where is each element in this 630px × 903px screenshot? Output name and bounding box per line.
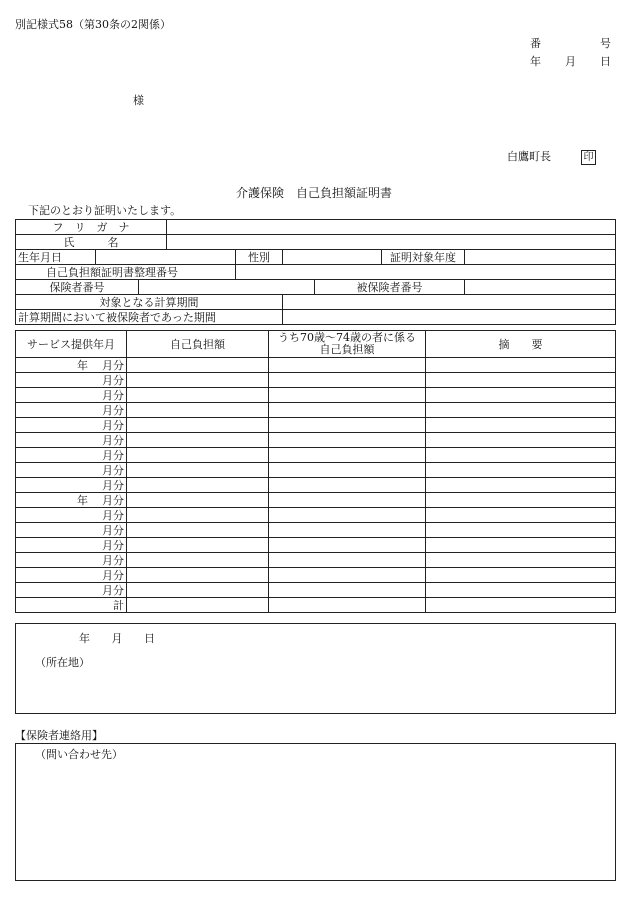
self-payment-cell[interactable] (127, 448, 269, 463)
month-label: 月分 (102, 508, 124, 522)
issue-month: 月 (565, 55, 576, 68)
remarks-cell[interactable] (426, 358, 616, 373)
self-payment-cell[interactable] (127, 598, 269, 613)
month-label: 月分 (102, 493, 124, 507)
age-70-74-cell[interactable] (269, 358, 426, 373)
month-label: 月分 (102, 433, 124, 447)
month-label: 月分 (102, 373, 124, 387)
calc-period-value[interactable] (283, 295, 616, 310)
total-label: 計 (113, 598, 124, 612)
remarks-cell[interactable] (426, 598, 616, 613)
furigana-label: フ リ ガ ナ (16, 220, 167, 235)
age-70-74-cell[interactable] (269, 373, 426, 388)
month-row (16, 403, 616, 418)
year-label: 年 (77, 358, 88, 372)
remarks-cell[interactable] (426, 493, 616, 508)
insurer-number-label: 保険者番号 (16, 280, 139, 295)
header-service-month: サービス提供年月 (16, 331, 127, 358)
insured-number-value[interactable] (465, 280, 616, 295)
sex-value[interactable] (283, 250, 382, 265)
cert-number-label: 自己負担額証明書整理番号 (16, 265, 236, 280)
remarks-cell[interactable] (426, 433, 616, 448)
age-70-74-cell[interactable] (269, 418, 426, 433)
service-month-cell (16, 373, 127, 388)
age-70-74-cell[interactable] (269, 523, 426, 538)
remarks-cell[interactable] (426, 538, 616, 553)
self-payment-cell[interactable] (127, 538, 269, 553)
self-payment-cell[interactable] (127, 418, 269, 433)
remarks-cell[interactable] (426, 463, 616, 478)
self-payment-cell[interactable] (127, 403, 269, 418)
cert-date-day: 日 (144, 632, 155, 645)
age-70-74-cell[interactable] (269, 538, 426, 553)
age-70-74-cell[interactable] (269, 568, 426, 583)
name-value[interactable] (167, 235, 616, 250)
self-payment-cell[interactable] (127, 508, 269, 523)
name-label: 氏 名 (16, 235, 167, 250)
service-month-cell (16, 538, 127, 553)
header-age-70-74-line2: 自己負担額 (319, 343, 375, 356)
service-month-cell (16, 508, 127, 523)
month-label: 月分 (102, 538, 124, 552)
age-70-74-cell[interactable] (269, 433, 426, 448)
certification-box (15, 623, 616, 714)
age-70-74-cell[interactable] (269, 508, 426, 523)
remarks-cell[interactable] (426, 553, 616, 568)
form-label: 別記様式58（第30条の2関係） (15, 18, 171, 31)
cert-year-value[interactable] (465, 250, 616, 265)
service-month-cell (16, 358, 127, 373)
age-70-74-cell[interactable] (269, 448, 426, 463)
header-age-70-74 (269, 331, 426, 358)
month-row (16, 418, 616, 433)
number-suffix: 号 (600, 37, 611, 50)
remarks-cell[interactable] (426, 403, 616, 418)
month-row (16, 508, 616, 523)
month-label: 月分 (102, 358, 124, 372)
remarks-cell[interactable] (426, 583, 616, 598)
month-row (16, 568, 616, 583)
cert-date-month: 月 (111, 632, 123, 645)
service-month-cell (16, 568, 127, 583)
insured-period-value[interactable] (283, 310, 616, 325)
month-row (16, 433, 616, 448)
number-label: 番 (530, 37, 541, 50)
month-row (16, 448, 616, 463)
service-month-cell (16, 493, 127, 508)
month-label: 月分 (102, 403, 124, 417)
self-payment-cell[interactable] (127, 433, 269, 448)
insured-period-label: 計算期間において被保険者であった期間 (16, 310, 283, 325)
self-payment-cell[interactable] (127, 553, 269, 568)
self-payment-cell[interactable] (127, 583, 269, 598)
service-month-cell (16, 478, 127, 493)
cert-date (79, 633, 155, 644)
birth-date-value[interactable] (96, 250, 236, 265)
month-label: 月分 (102, 478, 124, 492)
remarks-cell[interactable] (426, 568, 616, 583)
month-row (16, 373, 616, 388)
issuer-block (507, 150, 596, 165)
furigana-value[interactable] (167, 220, 616, 235)
location-label: （所在地） (35, 656, 90, 669)
month-row (16, 388, 616, 403)
issue-year: 年 (530, 55, 541, 68)
service-month-cell (16, 598, 127, 613)
service-month-cell (16, 463, 127, 478)
age-70-74-cell[interactable] (269, 463, 426, 478)
self-payment-cell[interactable] (127, 493, 269, 508)
remarks-cell[interactable] (426, 373, 616, 388)
service-month-cell (16, 553, 127, 568)
calc-period-label: 対象となる計算期間 (16, 295, 283, 310)
remarks-cell[interactable] (426, 508, 616, 523)
self-payment-cell[interactable] (127, 568, 269, 583)
self-payment-cell[interactable] (127, 358, 269, 373)
header-age-70-74-line1: うち70歳～74歳の者に係る (278, 331, 416, 344)
month-row (16, 493, 616, 508)
year-label: 年 (77, 493, 88, 507)
self-payment-cell[interactable] (127, 388, 269, 403)
month-row (16, 538, 616, 553)
month-row (16, 358, 616, 373)
month-row (16, 583, 616, 598)
cert-year-label: 証明対象年度 (382, 250, 465, 265)
age-70-74-cell[interactable] (269, 583, 426, 598)
service-month-cell (16, 583, 127, 598)
issuer-name: 白鷹町長 (507, 150, 551, 163)
inquiry-label: （問い合わせ先） (35, 748, 123, 761)
service-month-cell (16, 448, 127, 463)
month-label: 月分 (102, 418, 124, 432)
self-payment-cell[interactable] (127, 523, 269, 538)
remarks-cell[interactable] (426, 478, 616, 493)
contact-heading: 【保険者連絡用】 (15, 729, 103, 742)
remarks-cell[interactable] (426, 388, 616, 403)
month-label: 月分 (102, 463, 124, 477)
remarks-cell[interactable] (426, 523, 616, 538)
service-month-cell (16, 403, 127, 418)
info-table (15, 219, 616, 325)
document-title: 介護保険 自己負担額証明書 (236, 186, 393, 200)
age-70-74-cell[interactable] (269, 493, 426, 508)
age-70-74-cell[interactable] (269, 553, 426, 568)
addressee-suffix: 様 (133, 94, 144, 107)
age-70-74-cell[interactable] (269, 403, 426, 418)
service-month-cell (16, 523, 127, 538)
issue-day: 日 (600, 55, 611, 68)
contact-box (15, 743, 616, 881)
age-70-74-cell[interactable] (269, 598, 426, 613)
month-label: 月分 (102, 568, 124, 582)
cert-number-value[interactable] (236, 265, 616, 280)
monthly-table (15, 330, 616, 613)
insurer-number-value[interactable] (139, 280, 315, 295)
birth-date-label: 生年月日 (16, 250, 96, 265)
month-label: 月分 (102, 583, 124, 597)
remarks-cell[interactable] (426, 418, 616, 433)
intro-text: 下記のとおり証明いたします。 (28, 204, 182, 217)
self-payment-cell[interactable] (127, 478, 269, 493)
month-label: 月分 (102, 523, 124, 537)
sex-label: 性別 (236, 250, 283, 265)
header-self-payment: 自己負担額 (127, 331, 269, 358)
service-month-cell (16, 418, 127, 433)
month-row (16, 523, 616, 538)
age-70-74-cell[interactable] (269, 478, 426, 493)
month-label: 月分 (102, 388, 124, 402)
self-payment-cell[interactable] (127, 463, 269, 478)
self-payment-cell[interactable] (127, 373, 269, 388)
header-remarks: 摘 要 (426, 331, 616, 358)
month-row (16, 553, 616, 568)
service-month-cell (16, 388, 127, 403)
cert-date-year: 年 (79, 632, 90, 645)
total-row (16, 598, 616, 613)
age-70-74-cell[interactable] (269, 388, 426, 403)
month-row (16, 463, 616, 478)
seal-mark: 印 (581, 150, 596, 165)
month-label: 月分 (102, 553, 124, 567)
month-row (16, 478, 616, 493)
insured-number-label: 被保険者番号 (315, 280, 465, 295)
remarks-cell[interactable] (426, 448, 616, 463)
service-month-cell (16, 433, 127, 448)
month-label: 月分 (102, 448, 124, 462)
